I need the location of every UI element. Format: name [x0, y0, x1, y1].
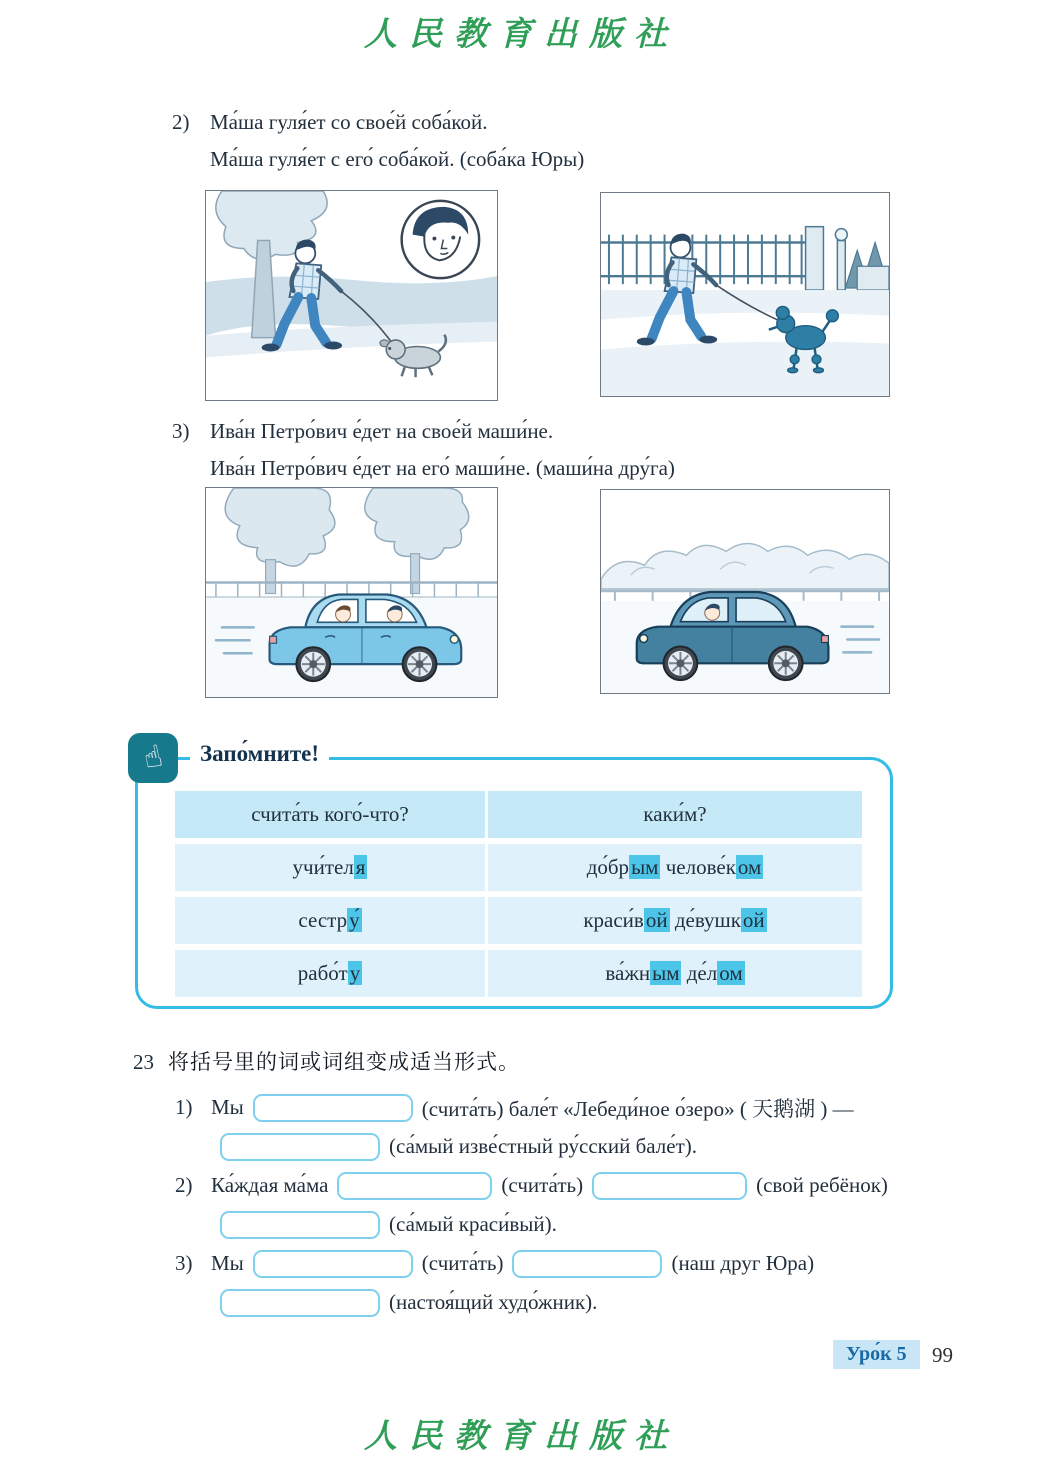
page-number: 99	[932, 1343, 953, 1367]
highlighted-ending: ом	[737, 855, 762, 879]
table-header-cell: счита́ть кого́-что?	[175, 791, 485, 838]
exercise-text: (счита́ть) бале́т «Лебеди́ное о́зеро» ( 天鹅湖 ) —	[421, 1096, 854, 1121]
exercise-item-number: 1)	[175, 1095, 193, 1119]
sentence-line	[172, 450, 675, 487]
exercise-text: Ка́ждая ма́ма	[211, 1173, 329, 1197]
highlighted-ending: ым	[631, 855, 659, 879]
sentence-line	[172, 104, 584, 141]
highlighted-ending: ой	[742, 908, 765, 932]
remember-box	[135, 738, 893, 1009]
exercise-text: (свой ребёнок)	[756, 1173, 888, 1197]
answer-blank	[253, 1250, 413, 1278]
sentence-text: Ива́н Петро́вич е́дет на свое́й маши́не.	[210, 419, 554, 443]
table-cell	[488, 897, 862, 944]
remember-title: Запо́мните!	[190, 741, 329, 767]
word-stem: челове́к	[660, 855, 736, 879]
sentence-text: Ма́ша гуля́ет с его́ соба́кой. (соба́ка Юры)	[210, 147, 585, 171]
sentence-line	[172, 141, 584, 178]
lamp-globe	[835, 229, 847, 241]
highlighted-ending: у́	[349, 908, 360, 932]
sentence-text: Ива́н Петро́вич е́дет на его́ маши́не. (маши́на дру́га)	[210, 456, 675, 480]
word-stem: де́вушк	[669, 908, 741, 932]
sentence-line	[172, 413, 675, 450]
exercise-text: (счита́ть)	[501, 1173, 584, 1197]
exercise-number: 23	[133, 1050, 154, 1074]
exercise-header	[133, 1046, 993, 1076]
illustration-row-1	[205, 190, 890, 401]
highlighted-ending: ой	[645, 908, 668, 932]
table-cell	[175, 897, 485, 944]
park-walk-scene	[206, 191, 497, 400]
word-stem: ва́жн	[605, 961, 651, 985]
exercise-text: Мы	[211, 1251, 244, 1275]
answer-blank	[592, 1172, 747, 1200]
exercise-text: (счита́ть)	[421, 1251, 504, 1275]
word-stem: учи́тел	[292, 855, 354, 879]
light-blue-car-scene	[206, 488, 497, 697]
lesson-badge: Уро́к 5	[833, 1340, 920, 1369]
illustration-boy-walking-friends-poodle	[600, 192, 890, 397]
word-stem: сестр	[298, 908, 348, 932]
illustration-friends-car	[600, 489, 890, 694]
table-cell	[175, 844, 485, 891]
exercise-text: (настоя́щий худо́жник).	[389, 1290, 598, 1314]
illustration-boy-walking-own-dog	[205, 190, 498, 401]
answer-blank	[512, 1250, 662, 1278]
highlighted-ending: ым	[652, 961, 680, 985]
publisher-logo-top: 人民教育出版社	[364, 14, 679, 53]
exercise-items	[133, 1088, 993, 1322]
exercise-line	[175, 1088, 993, 1127]
sentence-group-3	[172, 413, 675, 487]
dark-blue-car-scene	[601, 490, 889, 693]
word-stem: рабо́т	[297, 961, 348, 985]
building	[857, 266, 889, 290]
sentence-text: Ма́ша гуля́ет со свое́й соба́кой.	[210, 110, 488, 134]
table-cell	[488, 950, 862, 997]
illustration-own-car	[205, 487, 498, 698]
word-stem: до́бр	[586, 855, 630, 879]
pointing-hand-icon	[128, 733, 178, 783]
exercise-line	[175, 1205, 993, 1244]
publisher-logo-bottom: 人民教育出版社	[364, 1416, 679, 1455]
exercise-line	[175, 1244, 993, 1283]
highlighted-ending: ом	[719, 961, 743, 985]
exercise-text: (наш друг Юра)	[671, 1251, 815, 1275]
exercise-instruction: 将括号里的词或词组变成适当形式。	[168, 1050, 520, 1074]
word-stem: краси́в	[583, 908, 644, 932]
item-number-spacer	[172, 450, 210, 487]
exercise-line	[175, 1283, 993, 1322]
answer-blank	[253, 1094, 413, 1122]
exercise-23	[133, 1046, 993, 1322]
answer-blank	[220, 1211, 380, 1239]
remember-table	[175, 791, 862, 997]
exercise-line	[175, 1127, 993, 1166]
pointing-hand-glyph: ☝	[140, 738, 166, 777]
illustration-row-2	[205, 487, 890, 698]
answer-blank	[220, 1133, 380, 1161]
gate-pillar	[806, 227, 824, 290]
table-header-cell: каки́м?	[488, 791, 862, 838]
table-cell	[175, 950, 485, 997]
exercise-item-number: 2)	[175, 1173, 193, 1197]
sentence-group-2	[172, 104, 584, 178]
exercise-line	[175, 1166, 993, 1205]
face-inset-circle	[402, 201, 479, 278]
item-number: 2)	[172, 110, 190, 134]
word-stem: де́л	[681, 961, 718, 985]
exercise-item-number: 3)	[175, 1251, 193, 1275]
highlighted-ending: у	[349, 961, 361, 985]
item-number: 3)	[172, 419, 190, 443]
exercise-text: Мы	[211, 1095, 244, 1119]
highlighted-ending: я	[355, 855, 366, 879]
fence-walk-scene	[601, 193, 889, 396]
answer-blank	[337, 1172, 492, 1200]
answer-blank	[220, 1289, 380, 1317]
item-number-spacer	[172, 141, 210, 178]
exercise-text: (са́мый изве́стный ру́сский бале́т).	[389, 1134, 697, 1158]
table-cell	[488, 844, 862, 891]
exercise-text: (са́мый краси́вый).	[389, 1212, 557, 1236]
